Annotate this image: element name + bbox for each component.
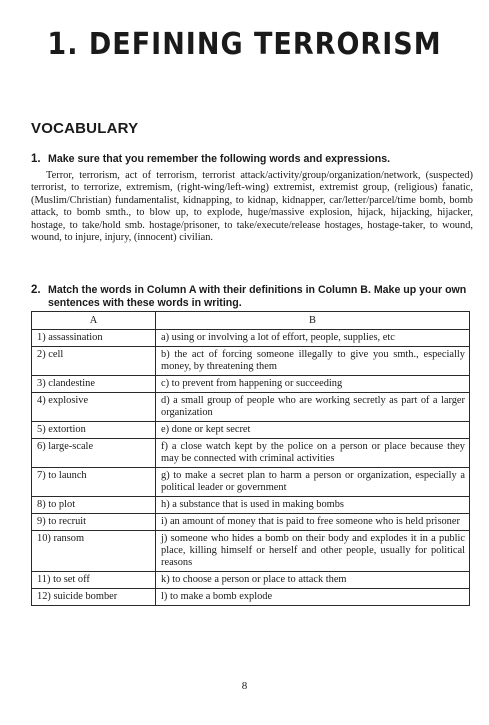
table-header-row <box>32 312 470 330</box>
task-instruction: Match the words in Column A with their definitions in Column B. Make up your own sentences with these words in writing. <box>48 284 467 309</box>
task-number: 1. <box>31 153 41 165</box>
table-row <box>32 393 470 422</box>
table-row <box>32 422 470 439</box>
column-b-header: B <box>156 312 470 330</box>
term-cell: 10) ransom <box>32 531 156 572</box>
term-cell: 11) to set off <box>32 572 156 589</box>
definition-cell: k) to choose a person or place to attack them <box>156 572 470 589</box>
term-cell: 12) suicide bomber <box>32 589 156 606</box>
table-row <box>32 330 470 347</box>
definition-cell: h) a substance that is used in making bombs <box>156 497 470 514</box>
term-cell: 9) to recruit <box>32 514 156 531</box>
term-cell: 8) to plot <box>32 497 156 514</box>
task-instruction: Make sure that you remember the following words and expressions. <box>48 153 391 165</box>
table-row <box>32 531 470 572</box>
definition-cell: f) a close watch kept by the police on a person or place because they may be connected with criminal activities <box>156 439 470 468</box>
definition-cell: g) to make a secret plan to harm a person or organization, especially a political leader or government <box>156 468 470 497</box>
term-cell: 2) cell <box>32 347 156 376</box>
table-row <box>32 468 470 497</box>
table-row <box>32 347 470 376</box>
definition-cell: i) an amount of money that is paid to free someone who is held prisoner <box>156 514 470 531</box>
term-cell: 4) explosive <box>32 393 156 422</box>
matching-table <box>31 311 470 606</box>
table-row <box>32 589 470 606</box>
table-row <box>32 376 470 393</box>
term-cell: 3) clandestine <box>32 376 156 393</box>
definition-cell: a) using or involving a lot of effort, people, supplies, etc <box>156 330 470 347</box>
definition-cell: d) a small group of people who are working secretly as part of a larger organization <box>156 393 470 422</box>
term-cell: 1) assassination <box>32 330 156 347</box>
definition-cell: c) to prevent from happening or succeeding <box>156 376 470 393</box>
table-row <box>32 514 470 531</box>
definition-cell: l) to make a bomb explode <box>156 589 470 606</box>
task-number: 2. <box>31 284 41 296</box>
table-row <box>32 439 470 468</box>
term-cell: 7) to launch <box>32 468 156 497</box>
definition-cell: b) the act of forcing someone illegally to give you smth., especially money, by threatening them <box>156 347 470 376</box>
definition-cell: j) someone who hides a bomb on their body and explodes it in a public place, killing himself or herself and other people, usually for political reasons <box>156 531 470 572</box>
definition-cell: e) done or kept secret <box>156 422 470 439</box>
column-a-header: A <box>32 312 156 330</box>
table-row <box>32 572 470 589</box>
chapter-title: 1. DEFINING TERRORISM <box>47 27 442 62</box>
term-cell: 6) large-scale <box>32 439 156 468</box>
section-heading: VOCABULARY <box>31 120 139 137</box>
table-row <box>32 497 470 514</box>
page-number: 8 <box>241 680 248 692</box>
vocabulary-paragraph: Terror, terrorism, act of terrorism, terrorist attack/activity/group/organization/network, (suspected) terrorist, to terrorize, extremism, (right-wing/left-wing) extremist, extremist group, (religious) fanatic, (Muslim/Christian) fundamentalist, kidnapping, to kidnap, kidnapper, car/letter/parcel/time bomb, bomb attack, to bomb smth., to blow up, to explode, huge/massive explosion, hijack, hijacking, hijacker, hostage, to take/hold smb. hostage/prisoner, to take/execute/release hostages, hostage-taker, to wound, wound, to injure, injury, (innocent) civilian. <box>31 170 473 244</box>
term-cell: 5) extortion <box>32 422 156 439</box>
